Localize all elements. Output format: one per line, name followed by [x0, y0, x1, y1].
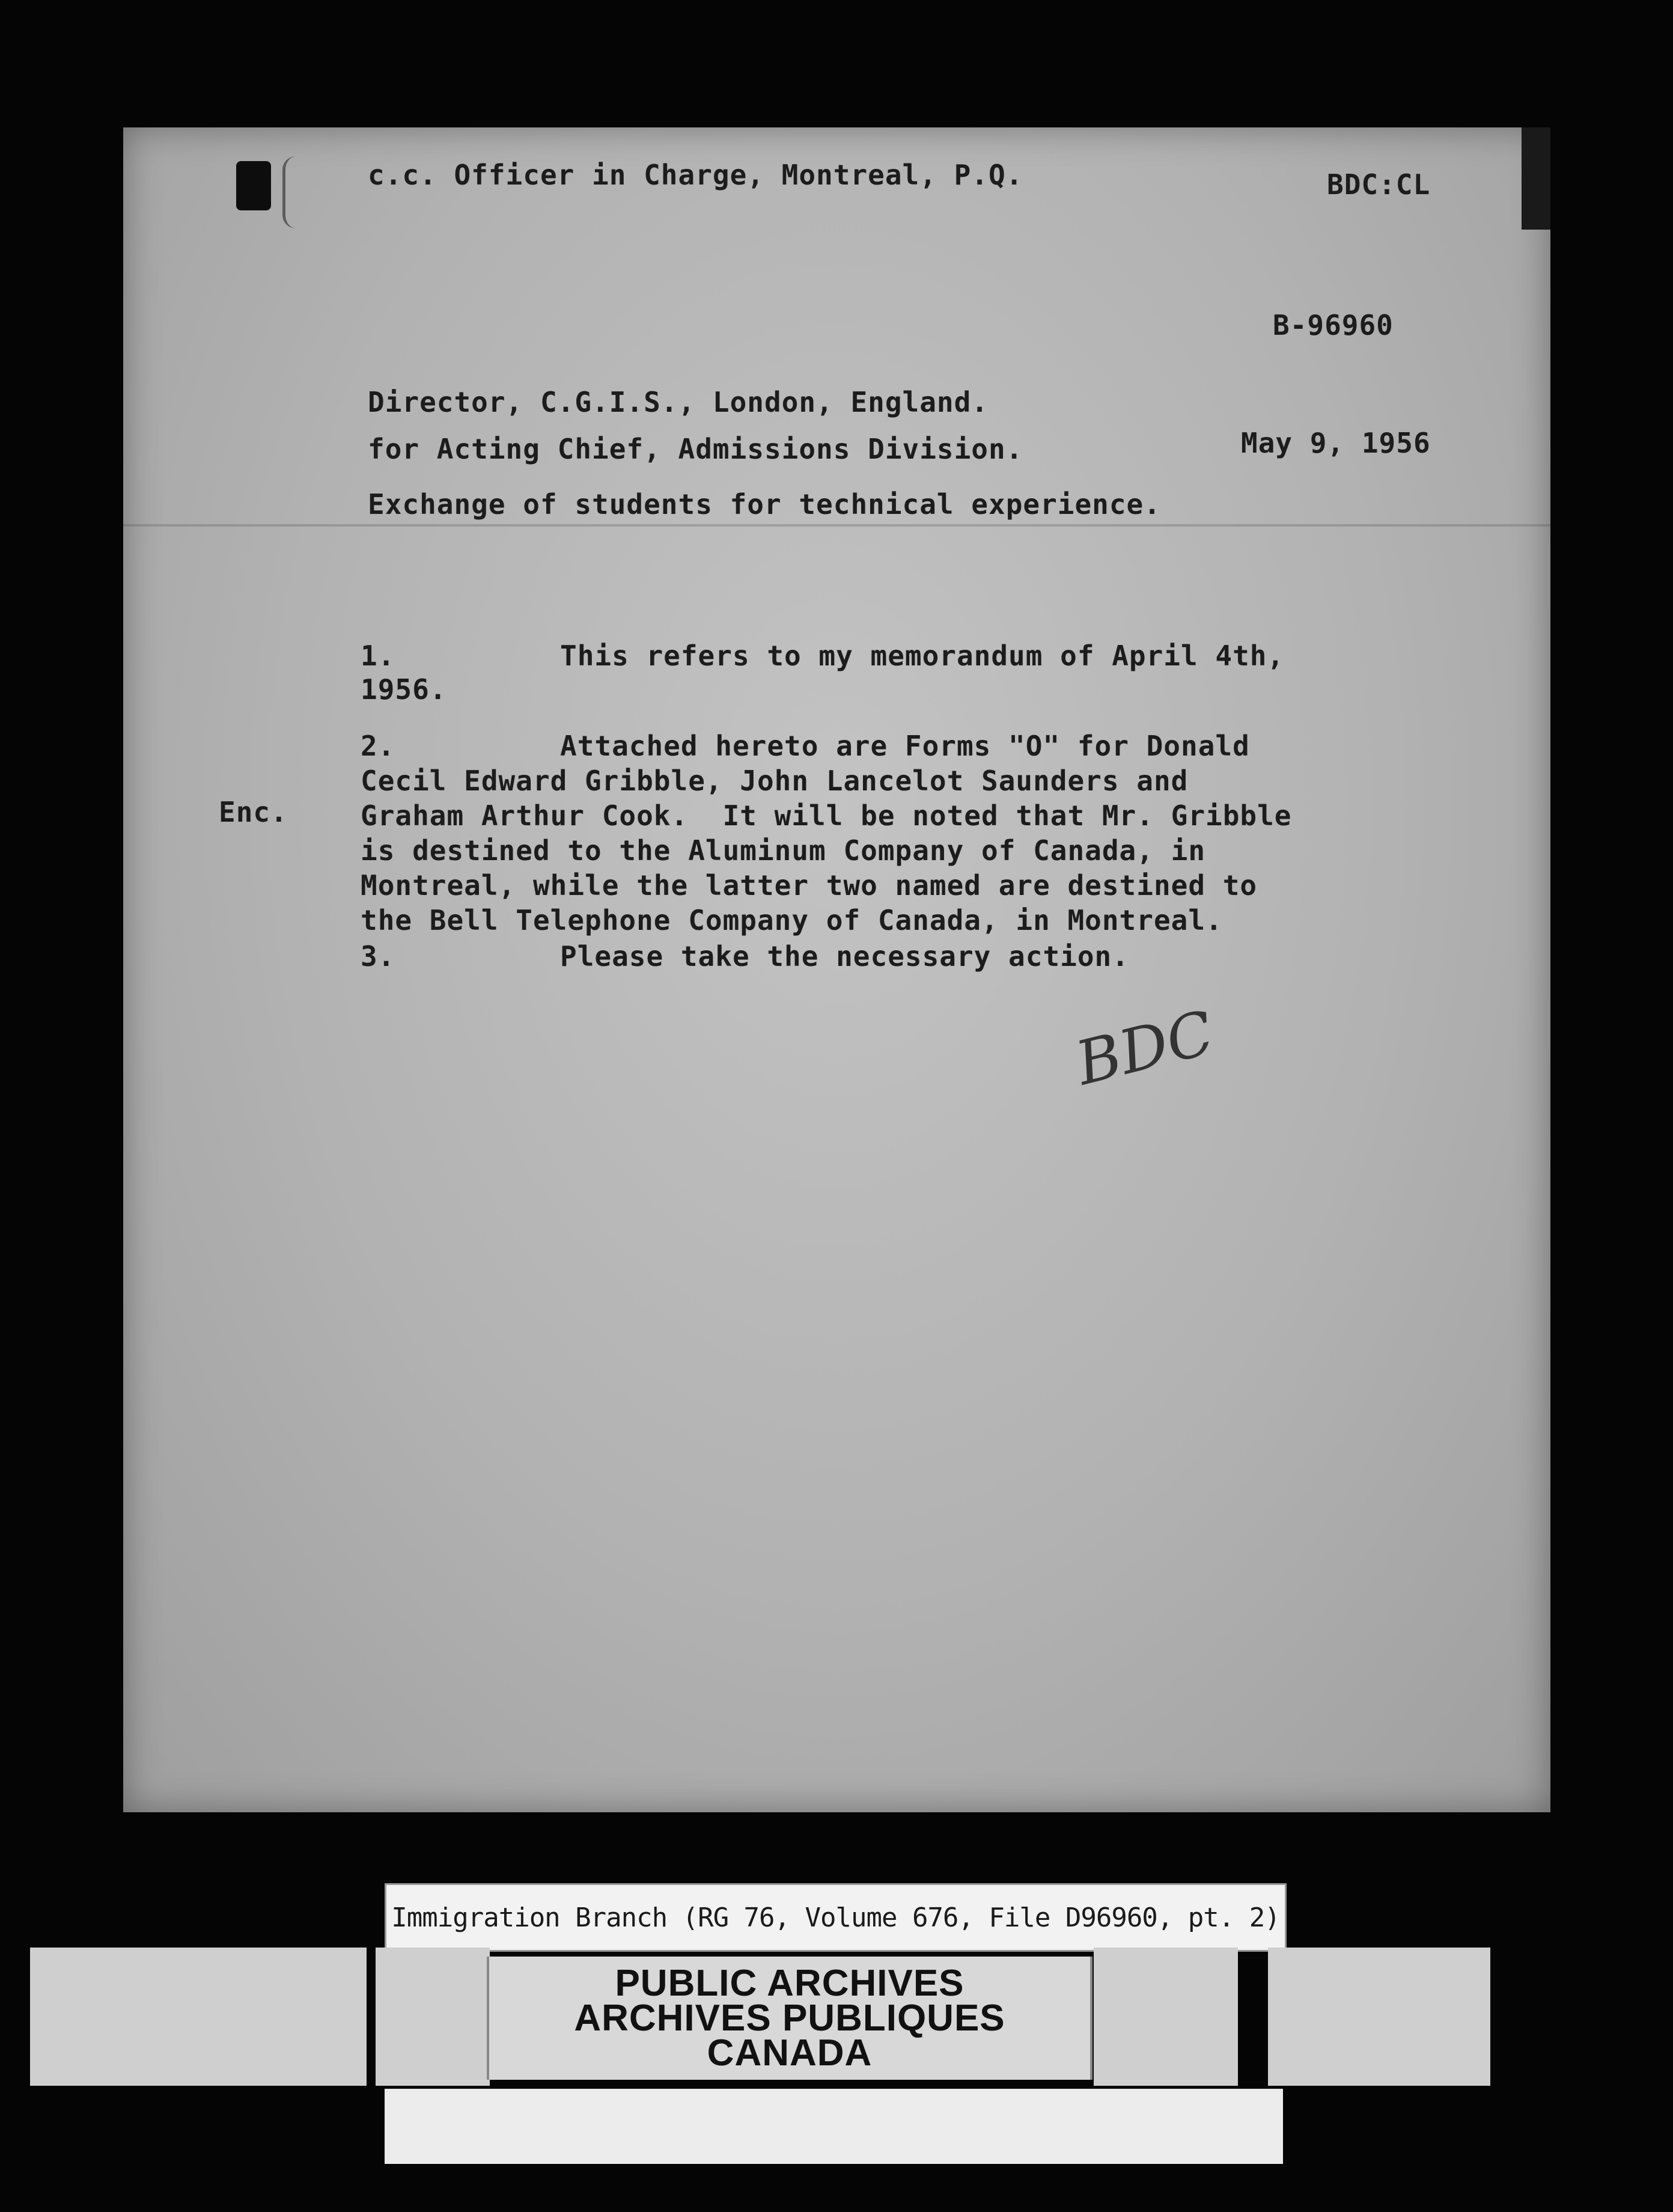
film-strip-segment-left-inner — [376, 1948, 490, 2086]
page-corner-tab — [1522, 127, 1550, 230]
film-strip-segment-left — [30, 1948, 367, 2086]
stamp-line-2: ARCHIVES PUBLIQUES — [574, 1997, 1005, 2039]
subject-line: Exchange of students for technical experience. — [368, 488, 1161, 521]
paragraph-2-line-1: Attached hereto are Forms "O" for Donald — [560, 730, 1250, 762]
film-strip-segment-right — [1268, 1948, 1490, 2086]
cc-line: c.c. Officer in Charge, Montreal, P.Q. — [368, 159, 1023, 191]
paragraph-number-1: 1. — [361, 640, 395, 672]
archive-caption-text: Immigration Branch (RG 76, Volume 676, File D96960, pt. 2) — [391, 1902, 1280, 1933]
paragraph-1-line-2: 1956. — [361, 673, 447, 706]
paragraph-2-line-3: Graham Arthur Cook. It will be noted that Mr. Gribble — [361, 799, 1292, 832]
paragraph-2-line-6: the Bell Telephone Company of Canada, in Montreal. — [361, 904, 1223, 936]
bottom-label-strip — [385, 2089, 1283, 2164]
reference-initials: BDC:CL — [1327, 168, 1431, 201]
punch-hole — [236, 161, 271, 210]
paragraph-3-line-1: Please take the necessary action. — [560, 940, 1129, 973]
stamp-line-3: CANADA — [707, 2032, 873, 2074]
archives-stamp — [487, 1957, 1092, 2080]
paragraph-2-line-2: Cecil Edward Gribble, John Lancelot Saunders and — [361, 765, 1189, 797]
film-strip-segment-right-inner — [1094, 1948, 1238, 2086]
handwritten-initials: BDC — [1069, 997, 1220, 1099]
archive-caption-label — [385, 1883, 1287, 1952]
enclosure-label: Enc. — [219, 796, 288, 828]
paragraph-2-line-4: is destined to the Aluminum Company of Canada, in — [361, 834, 1206, 867]
stamp-line-1: PUBLIC ARCHIVES — [615, 1962, 964, 2004]
paragraph-2-line-5: Montreal, while the latter two named are destined to — [361, 869, 1258, 902]
paragraph-1-line-1: This refers to my memorandum of April 4th, — [560, 640, 1285, 672]
paper-scuff — [282, 156, 309, 228]
paragraph-number-3: 3. — [361, 940, 395, 973]
from-line: for Acting Chief, Admissions Division. — [368, 433, 1023, 465]
to-line: Director, C.G.I.S., London, England. — [368, 386, 989, 418]
paragraph-number-2: 2. — [361, 730, 395, 762]
memo-date: May 9, 1956 — [1241, 427, 1431, 459]
file-number: B-96960 — [1273, 309, 1394, 341]
